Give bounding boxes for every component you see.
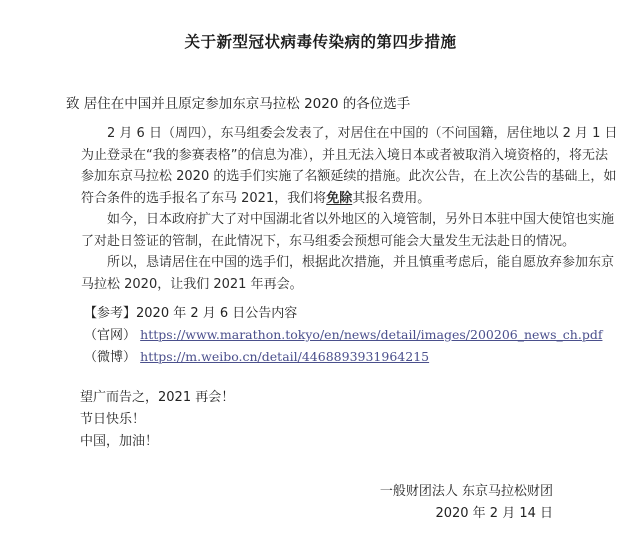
- closing-line: 望广而告之，2021 再会！: [80, 390, 235, 405]
- paragraph-line: 参加东京马拉松 2020 的选手们实施了名额延续的措施。此次公告，在上次公告的基础上，如: [81, 169, 617, 184]
- signature-organization: 一般财团法人 东京马拉松财团: [379, 484, 553, 499]
- weibo-link[interactable]: https://m.weibo.cn/detail/4468893931964215: [140, 349, 430, 364]
- reference-official: [84, 324, 602, 346]
- official-site-link[interactable]: https://www.marathon.tokyo/en/news/detail/images/200206_news_ch.pdf: [140, 327, 603, 342]
- paragraph-line: 马拉松 2020，让我们 2021 年再会。: [81, 276, 303, 292]
- references-section: [84, 303, 602, 368]
- paragraph-line: [81, 188, 577, 210]
- text-segment: 其报名费用。: [352, 190, 431, 206]
- closing-line: 节日快乐！: [80, 412, 146, 427]
- reference-header: [84, 303, 602, 324]
- reference-weibo: [84, 346, 602, 368]
- paragraph-line: 了对赴日签证的管制，在此情况下，东马组委会预想可能会大量发生无法赴日的情况。: [81, 233, 576, 249]
- reference-label: 【参考】: [84, 306, 137, 321]
- official-site-label: （官网）: [84, 328, 137, 343]
- reference-title: 2020 年 2 月 6 日公告内容: [136, 306, 298, 321]
- closing-line: 中国，加油！: [80, 434, 159, 449]
- paragraph-line: 如今，日本政府扩大了对中国湖北省以外地区的入境管制，另外日本驻中国大使馆也实施: [107, 212, 615, 227]
- paragraph-line: 所以，恳请居住在中国的选手们，根据此次措施，并且慎重考虑后，能自愿放弃参加东京: [107, 255, 615, 270]
- signature-block: [380, 481, 553, 525]
- paragraph-restrictions: [81, 209, 615, 252]
- text-segment: 符合条件的选手报名了东马 2021，我们将: [81, 190, 327, 206]
- paragraph-announcement: [81, 123, 618, 209]
- weibo-label: （微博）: [84, 350, 137, 365]
- document-title: 关于新型冠状病毒传染病的第四步措施: [184, 33, 457, 51]
- salutation: 致 居住在中国并且原定参加东京马拉松 2020 的各位选手: [66, 96, 411, 112]
- emphasis-waive: 免除: [326, 190, 353, 206]
- signature-date: 2020 年 2 月 14 日: [435, 506, 553, 521]
- paragraph-line: 2 月 6 日（周四），东马组委会发表了，对居住在中国的（不问国籍，居住地以 2 月 1 日: [107, 126, 618, 141]
- closing-remarks: [80, 387, 234, 453]
- paragraph-line: 为止登录在“我的参赛表格”的信息为准），并且无法入境日本或者被取消入境资格的，将无法: [81, 147, 608, 163]
- paragraph-request: [81, 252, 615, 295]
